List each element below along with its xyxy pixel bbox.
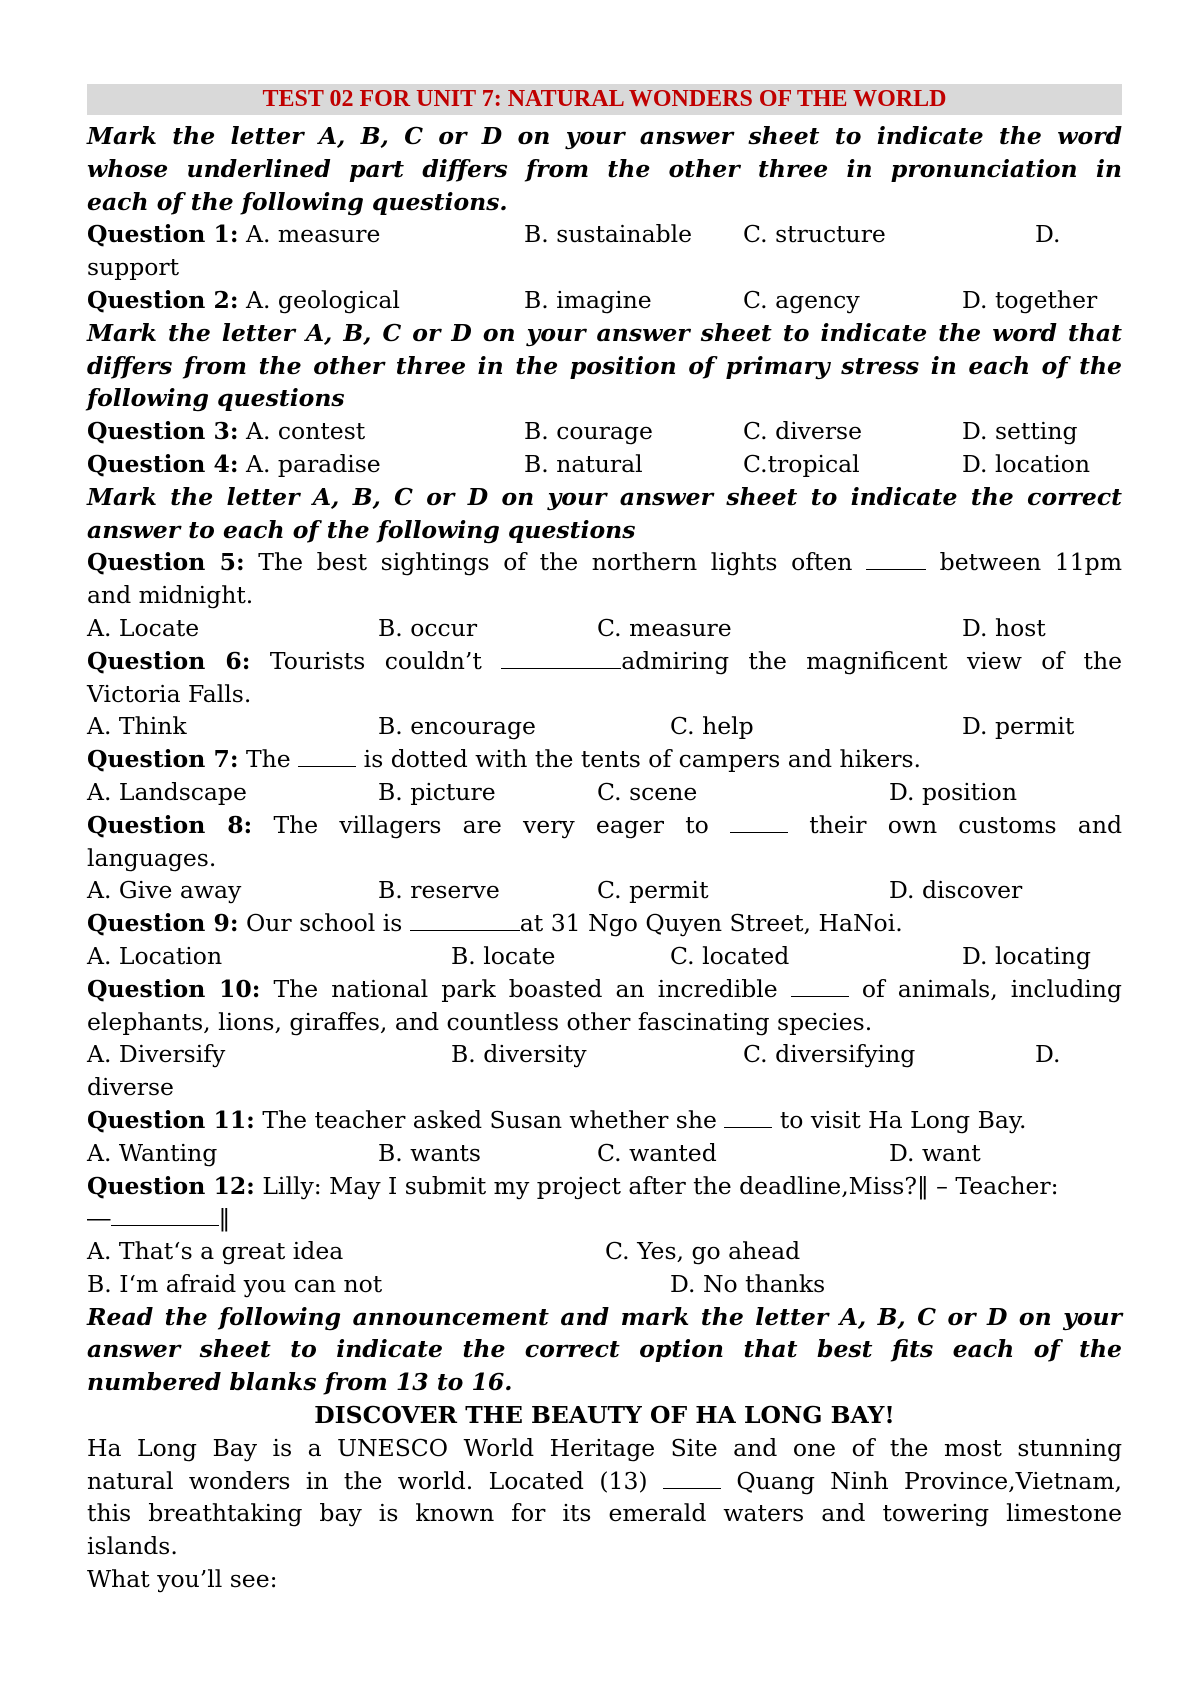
instruction-line: differs from the other three in the position of primary stress in each of the bbox=[87, 351, 1122, 380]
option-b: B. picture bbox=[378, 777, 496, 806]
question-12-response bbox=[87, 1202, 1122, 1235]
question-label: Question 4: bbox=[87, 449, 239, 478]
answer-blank bbox=[724, 1105, 772, 1128]
option-d: D. together bbox=[962, 285, 1098, 314]
question-7-options bbox=[87, 776, 1122, 809]
instruction-line: answer sheet to indicate the correct option that best fits each of the bbox=[87, 1335, 1122, 1364]
question-3 bbox=[87, 415, 1122, 448]
option-d: D. bbox=[1035, 220, 1061, 249]
option-b: B. occur bbox=[378, 613, 478, 642]
option-c: C. measure bbox=[597, 613, 732, 642]
option-d: D. position bbox=[889, 777, 1017, 806]
question-text: is dotted with the tents of campers and hikers. bbox=[363, 745, 922, 774]
question-label: Question 1: bbox=[87, 220, 239, 249]
answer-blank bbox=[298, 744, 356, 767]
option-c: C. permit bbox=[597, 876, 709, 905]
option-a: A. Locate bbox=[87, 613, 200, 642]
instruction-line: each of the following questions. bbox=[87, 187, 508, 216]
question-7-stem bbox=[87, 743, 1122, 776]
reading-line: What you’ll see: bbox=[87, 1565, 278, 1594]
question-label: Question 12: bbox=[87, 1171, 255, 1200]
question-text: their own customs and bbox=[809, 810, 1122, 839]
option-c: C.tropical bbox=[743, 449, 860, 478]
question-text: between 11pm bbox=[939, 548, 1122, 577]
question-12-stem bbox=[87, 1170, 1122, 1203]
answer-blank bbox=[410, 908, 520, 931]
question-12-options-row2 bbox=[87, 1268, 1122, 1301]
option-a: A. Give away bbox=[87, 876, 242, 905]
answer-blank bbox=[866, 547, 926, 570]
question-text: Lilly: May I submit my project after the deadline,Miss?‖ – Teacher: bbox=[262, 1171, 1059, 1200]
option-b: B. natural bbox=[524, 449, 643, 478]
option-a: A. Location bbox=[87, 941, 223, 970]
option-a: A. Landscape bbox=[87, 777, 247, 806]
question-text: The national park boasted an incredible bbox=[273, 974, 778, 1003]
reading-text: Quang Ninh Province,Vietnam, bbox=[736, 1466, 1122, 1495]
option-c: C. agency bbox=[743, 285, 860, 314]
option-d: D. want bbox=[889, 1138, 981, 1167]
answer-blank bbox=[730, 810, 788, 833]
question-9-options bbox=[87, 940, 1122, 973]
question-5-options bbox=[87, 612, 1122, 645]
answer-blank bbox=[663, 1466, 721, 1489]
question-9-stem bbox=[87, 907, 1122, 940]
question-8-options bbox=[87, 874, 1122, 907]
question-10-stem bbox=[87, 973, 1122, 1006]
option-d: D. No thanks bbox=[670, 1269, 826, 1298]
instruction-line: Mark the letter A, B, C or D on your answer sheet to indicate the correct bbox=[87, 482, 1122, 511]
option-b: B. encourage bbox=[378, 712, 536, 741]
question-text: The villagers are very eager to bbox=[273, 810, 709, 839]
option-d: D. locating bbox=[962, 941, 1091, 970]
question-6-stem bbox=[87, 645, 1122, 678]
option-c: C. structure bbox=[743, 220, 886, 249]
instruction-line: numbered blanks from 13 to 16. bbox=[87, 1368, 513, 1397]
question-text: The best sightings of the northern lights often bbox=[258, 548, 853, 577]
option-d: D. location bbox=[962, 449, 1091, 478]
question-label: Question 2: bbox=[87, 285, 239, 314]
question-label: Question 3: bbox=[87, 417, 239, 446]
reading-text: natural wonders in the world. Located (13) bbox=[87, 1466, 648, 1495]
option-b: B. reserve bbox=[378, 876, 500, 905]
question-text: at 31 Ngo Quyen Street, HaNoi. bbox=[519, 909, 903, 938]
instruction-line: Mark the letter A, B, C or D on your answer sheet to indicate the word bbox=[87, 122, 1122, 150]
question-1 bbox=[87, 218, 1122, 251]
option-a: A. That‘s a great idea bbox=[87, 1237, 344, 1266]
option-d-continued: support bbox=[87, 253, 180, 282]
question-text: Our school is bbox=[245, 909, 403, 938]
answer-blank bbox=[791, 974, 849, 997]
option-d: D. setting bbox=[962, 417, 1078, 446]
quote-open: ― bbox=[87, 1204, 111, 1233]
answer-blank bbox=[501, 646, 621, 669]
reading-line: this breathtaking bay is known for its emerald waters and towering limestone bbox=[87, 1499, 1122, 1528]
question-text: The bbox=[245, 745, 291, 774]
option-d: D. bbox=[1035, 1040, 1061, 1069]
question-text: languages. bbox=[87, 843, 217, 872]
option-a: A. Think bbox=[87, 712, 187, 741]
option-c: C. help bbox=[670, 712, 754, 741]
question-12-options-row1 bbox=[87, 1235, 1122, 1268]
option-a: A. geological bbox=[245, 285, 400, 314]
instruction-line: Read the following announcement and mark the letter A, B, C or D on your bbox=[87, 1302, 1122, 1331]
quote-close: ‖ bbox=[218, 1204, 231, 1233]
question-label: Question 11: bbox=[87, 1105, 255, 1134]
question-text: and midnight. bbox=[87, 581, 254, 610]
option-a: A. Wanting bbox=[87, 1138, 218, 1167]
question-label: Question 5: bbox=[87, 548, 245, 577]
option-d: D. host bbox=[962, 613, 1046, 642]
option-b: B. courage bbox=[524, 417, 653, 446]
option-c: C. scene bbox=[597, 777, 698, 806]
reading-line: Ha Long Bay is a UNESCO World Heritage Site and one of the most stunning bbox=[87, 1433, 1122, 1462]
reading-line: islands. bbox=[87, 1532, 178, 1561]
question-label: Question 6: bbox=[87, 646, 251, 675]
question-11-options bbox=[87, 1137, 1122, 1170]
option-c: C. wanted bbox=[597, 1138, 717, 1167]
option-a: A. Diversify bbox=[87, 1040, 226, 1069]
option-b: B. wants bbox=[378, 1138, 481, 1167]
question-text: to visit Ha Long Bay. bbox=[779, 1105, 1027, 1134]
question-5-stem bbox=[87, 546, 1122, 579]
question-text: Tourists couldn’t bbox=[269, 646, 482, 675]
instruction-line: whose underlined part differs from the other three in pronunciation in bbox=[87, 154, 1122, 183]
question-text: The teacher asked Susan whether she bbox=[262, 1105, 717, 1134]
page-title: TEST 02 FOR UNIT 7: NATURAL WONDERS OF THE WORLD bbox=[87, 84, 1122, 115]
question-4 bbox=[87, 448, 1122, 481]
option-b: B. locate bbox=[451, 941, 556, 970]
question-label: Question 7: bbox=[87, 745, 239, 774]
question-6-options bbox=[87, 710, 1122, 743]
question-text: of animals, including bbox=[861, 974, 1122, 1003]
instruction-line: Mark the letter A, B, C or D on your answer sheet to indicate the word that bbox=[87, 318, 1122, 347]
option-c: C. diversifying bbox=[743, 1040, 916, 1069]
question-10-options bbox=[87, 1038, 1122, 1071]
question-11-stem bbox=[87, 1104, 1122, 1137]
reading-line-with-blank bbox=[87, 1465, 1122, 1498]
option-b: B. sustainable bbox=[524, 220, 693, 249]
option-d: D. discover bbox=[889, 876, 1023, 905]
instruction-line: following questions bbox=[87, 384, 345, 413]
reading-heading: DISCOVER THE BEAUTY OF HA LONG BAY! bbox=[314, 1401, 895, 1430]
worksheet-page bbox=[87, 84, 1122, 1596]
option-a: A. measure bbox=[245, 220, 381, 249]
question-label: Question 8: bbox=[87, 810, 253, 839]
option-b: B. imagine bbox=[524, 285, 652, 314]
option-c: C. diverse bbox=[743, 417, 863, 446]
question-2 bbox=[87, 284, 1122, 317]
instruction-line: answer to each of the following questions bbox=[87, 515, 636, 544]
option-c: C. located bbox=[670, 941, 790, 970]
option-c: C. Yes, go ahead bbox=[605, 1237, 801, 1266]
question-label: Question 9: bbox=[87, 909, 239, 938]
option-b: B. diversity bbox=[451, 1040, 587, 1069]
option-a: A. paradise bbox=[245, 449, 381, 478]
option-a: A. contest bbox=[245, 417, 366, 446]
option-d-continued: diverse bbox=[87, 1073, 174, 1102]
question-text: Victoria Falls. bbox=[87, 679, 252, 708]
answer-blank bbox=[111, 1203, 219, 1226]
option-d: D. permit bbox=[962, 712, 1075, 741]
question-8-stem bbox=[87, 809, 1122, 842]
question-text: admiring the magnificent view of the bbox=[621, 646, 1122, 675]
option-b: B. I‘m afraid you can not bbox=[87, 1269, 383, 1298]
question-label: Question 10: bbox=[87, 974, 261, 1003]
question-text: elephants, lions, giraffes, and countless other fascinating species. bbox=[87, 1007, 873, 1036]
